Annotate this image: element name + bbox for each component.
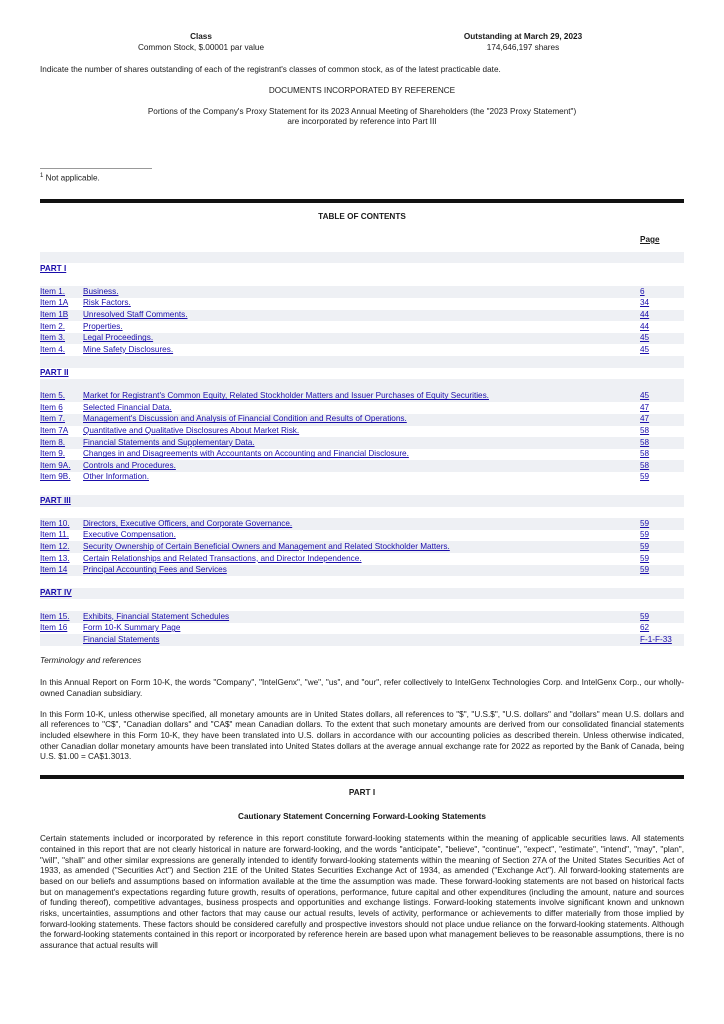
toc-spacer — [40, 484, 684, 496]
toc-item-page[interactable]: 59 — [640, 541, 650, 551]
toc-row[interactable] — [40, 310, 684, 322]
docs-heading: DOCUMENTS INCORPORATED BY REFERENCE — [268, 85, 456, 95]
toc-item-title-cell — [83, 461, 640, 472]
toc-item-page[interactable]: 45 — [640, 333, 650, 343]
toc-item-title-cell — [83, 530, 640, 541]
toc-part-4-link[interactable]: PART IV — [40, 588, 72, 598]
toc-item-number[interactable]: Item 3. — [40, 333, 66, 343]
toc-row[interactable] — [40, 472, 684, 484]
toc-item-number[interactable]: Item 12. — [40, 541, 70, 551]
toc-spacer — [40, 576, 684, 588]
toc-spacer — [40, 275, 684, 287]
docs-text-2: are incorporated by reference into Part III — [287, 117, 437, 127]
toc-item-page[interactable]: 59 — [640, 530, 650, 540]
toc-item-page[interactable]: 47 — [640, 402, 650, 412]
class-column — [40, 32, 362, 53]
toc-part-4-rows — [40, 611, 684, 646]
toc-page-header: Page — [640, 234, 660, 244]
toc-row[interactable] — [40, 414, 684, 426]
toc-item-title[interactable]: Changes in and Disagreements with Accountants on Accounting and Financial Disclosure. — [83, 449, 409, 459]
toc-item-page[interactable]: 59 — [640, 611, 650, 621]
toc-row[interactable] — [40, 449, 684, 461]
toc-item-number[interactable]: Item 13. — [40, 553, 70, 563]
toc-spacer — [40, 599, 684, 611]
toc-item-page[interactable]: 59 — [640, 553, 650, 563]
toc-part-3-rows — [40, 518, 684, 576]
toc-item-number[interactable]: Item 1. — [40, 286, 66, 296]
toc-row[interactable] — [40, 634, 684, 646]
toc-part-2-rows — [40, 391, 684, 484]
toc-item-page[interactable]: 59 — [640, 518, 650, 528]
toc-spacer — [40, 356, 684, 368]
toc-item-page[interactable]: 6 — [640, 286, 645, 296]
toc-item-page[interactable]: 59 — [640, 565, 650, 575]
toc-item-number[interactable]: Item 15. — [40, 611, 70, 621]
toc-item-page[interactable]: 62 — [640, 623, 650, 633]
toc-table — [40, 252, 684, 646]
toc-row[interactable] — [40, 298, 684, 310]
toc-part-4[interactable] — [40, 588, 684, 600]
toc-item-page[interactable]: 58 — [640, 426, 650, 436]
toc-item-title[interactable]: Executive Compensation. — [83, 530, 176, 540]
toc-item-number[interactable]: Item 6 — [40, 402, 63, 412]
outstanding-value: 174,646,197 shares — [486, 42, 560, 52]
toc-item-number[interactable]: Item 2. — [40, 321, 66, 331]
toc-item-title[interactable]: Business. — [83, 286, 119, 296]
toc-row[interactable] — [40, 391, 684, 403]
toc-item-title[interactable]: Other Information. — [83, 472, 149, 482]
toc-title: TABLE OF CONTENTS — [318, 212, 406, 222]
toc-item-number[interactable]: Item 9A. — [40, 460, 71, 470]
toc-item-number[interactable]: Item 1A — [40, 298, 69, 308]
toc-item-title[interactable]: Risk Factors. — [83, 298, 131, 308]
toc-row[interactable] — [40, 518, 684, 530]
toc-item-title[interactable]: Exhibits, Financial Statement Schedules — [83, 611, 230, 621]
toc-part-1[interactable] — [40, 263, 684, 275]
part-1-heading: PART I — [348, 788, 376, 798]
toc-part-1-rows — [40, 286, 684, 356]
toc-item-title[interactable]: Quantitative and Qualitative Disclosures About Market Risk. — [83, 426, 300, 436]
toc-item-title-cell — [83, 623, 640, 634]
toc-part-3[interactable] — [40, 495, 684, 507]
toc-item-title-cell — [83, 438, 640, 449]
toc-item-number[interactable]: Item 16 — [40, 623, 68, 633]
toc-item-title[interactable]: Controls and Procedures. — [83, 460, 176, 470]
toc-item-title[interactable]: Legal Proceedings. — [83, 333, 154, 343]
section-divider — [40, 199, 684, 203]
class-table — [40, 32, 684, 53]
toc-item-title-cell — [83, 298, 640, 309]
toc-item-number[interactable]: Item 9. — [40, 449, 66, 459]
toc-item-title[interactable]: Security Ownership of Certain Beneficial Owners and Management and Related Stockholder Matters. — [83, 541, 450, 551]
toc-item-page[interactable]: 58 — [640, 437, 650, 447]
toc-item-title-cell — [83, 322, 640, 333]
toc-item-title-cell — [83, 345, 640, 356]
toc-part-1-link[interactable]: PART I — [40, 263, 67, 273]
toc-item-title[interactable]: Principal Accounting Fees and Services — [83, 565, 227, 575]
toc-row[interactable] — [40, 460, 684, 472]
toc-item-page[interactable]: 45 — [640, 344, 650, 354]
toc-item-title[interactable]: Unresolved Staff Comments. — [83, 310, 188, 320]
toc-item-title-cell — [83, 554, 640, 565]
forward-looking-heading: Cautionary Statement Concerning Forward-Looking Statements — [238, 811, 486, 821]
toc-item-page[interactable]: 47 — [640, 414, 650, 424]
toc-item-title-cell — [83, 449, 640, 460]
toc-row[interactable] — [40, 553, 684, 565]
toc-spacer — [40, 379, 684, 391]
terminology-paragraph-1: In this Annual Report on Form 10-K, the words "Company", "IntelGenx", "we", "us", and "our", refer collectively to IntelGenx Technologies Corp. and IntelGenx Corp., our wholly-owned Canadian subsidiary. — [40, 678, 684, 699]
toc-item-title[interactable]: Selected Financial Data. — [83, 402, 172, 412]
toc-item-title-cell — [83, 391, 640, 402]
toc-item-title-cell — [83, 333, 640, 344]
toc-item-page[interactable]: 44 — [640, 321, 650, 331]
toc-item-title[interactable]: Management's Discussion and Analysis of Financial Condition and Results of Operations. — [83, 414, 407, 424]
terminology-paragraph-2: In this Form 10-K, unless otherwise specified, all monetary amounts are in United States dollars, all references to "$", "U.S.$", "U.S. dollars" and "dollars" mean U.S. dollars and all references to "C$", "Canadian dollars" and "CA$" mean Canadian dollars. To the extent that such monetary amounts are derived from our consolidated financial statements included elsewhere in this Form 10-K, they have been translated into U.S. dollars in accordance with our accounting policies as described therein. Unless otherwise indicated, other Canadian dollar monetary amounts have been translated into United States dollars at the average annual exchange rate for 2022 as reported by the Bank of Canada, being U.S. $1.00 = CA$1.3013. — [40, 709, 684, 762]
toc-item-page[interactable]: F-1-F-33 — [640, 634, 672, 644]
toc-item-title-cell — [83, 472, 640, 483]
toc-row[interactable] — [40, 623, 684, 635]
toc-item-title[interactable]: Financial Statements and Supplementary Data. — [83, 437, 255, 447]
toc-item-title-cell — [83, 310, 640, 321]
terminology-heading: Terminology and references — [40, 655, 142, 665]
toc-row[interactable] — [40, 437, 684, 449]
docs-text-1: Portions of the Company's Proxy Statement for its 2023 Annual Meeting of Shareholders (the "2023 Proxy Statement") — [147, 106, 577, 116]
footnote-mark: 1 — [40, 172, 44, 179]
indicate-text: Indicate the number of shares outstanding of each of the registrant's classes of common stock, as of the latest practicable date. — [40, 65, 501, 75]
toc-item-page[interactable]: 59 — [640, 472, 650, 482]
toc-item-title-cell — [83, 519, 640, 530]
toc-item-number[interactable]: Item 7. — [40, 414, 66, 424]
toc-item-number[interactable]: Item 4. — [40, 344, 66, 354]
toc-item-title[interactable]: Mine Safety Disclosures. — [83, 344, 174, 354]
toc-row[interactable] — [40, 402, 684, 414]
toc-item-title-cell — [83, 565, 640, 576]
toc-row[interactable] — [40, 611, 684, 623]
toc-item-title[interactable]: Properties. — [83, 321, 123, 331]
toc-item-title[interactable]: Market for Registrant's Common Equity, Related Stockholder Matters and Issuer Purchases of Equity Securities. — [83, 391, 489, 401]
toc-item-number[interactable]: Item 5. — [40, 391, 66, 401]
toc-item-title[interactable]: Form 10-K Summary Page — [83, 623, 181, 633]
class-value: Common Stock, $.00001 par value — [137, 42, 265, 52]
toc-item-title-cell — [83, 542, 640, 553]
part-1-divider — [40, 775, 684, 779]
document-page — [40, 32, 684, 952]
toc-item-number[interactable]: Item 7A — [40, 426, 69, 436]
toc-item-number[interactable]: Item 14 — [40, 565, 68, 575]
toc-item-number[interactable]: Item 11. — [40, 530, 69, 540]
toc-row[interactable] — [40, 426, 684, 438]
toc-spacer — [40, 252, 684, 264]
toc-item-number[interactable]: Item 1B — [40, 310, 69, 320]
toc-item-number[interactable]: Item 10. — [40, 518, 70, 528]
outstanding-header: Outstanding at March 29, 2023 — [463, 32, 583, 41]
toc-row[interactable] — [40, 333, 684, 345]
footnote — [40, 173, 684, 184]
toc-item-page[interactable]: 45 — [640, 391, 650, 401]
toc-item-title[interactable]: Financial Statements — [83, 634, 160, 644]
toc-item-title-cell — [83, 635, 640, 646]
toc-item-page[interactable]: 58 — [640, 460, 650, 470]
footnote-rule — [40, 168, 152, 169]
toc-row[interactable] — [40, 530, 684, 542]
toc-item-title[interactable]: Certain Relationships and Related Transactions, and Director Independence. — [83, 553, 362, 563]
toc-part-2-link[interactable]: PART II — [40, 368, 69, 378]
toc-item-title-cell — [83, 414, 640, 425]
toc-part-2[interactable] — [40, 368, 684, 380]
toc-row[interactable] — [40, 286, 684, 298]
toc-item-number[interactable]: Item 8. — [40, 437, 66, 447]
toc-item-page[interactable]: 34 — [640, 298, 650, 308]
toc-row[interactable] — [40, 565, 684, 577]
toc-part-3-link[interactable]: PART III — [40, 495, 71, 505]
footnote-text: Not applicable. — [43, 173, 100, 183]
toc-item-title-cell — [83, 403, 640, 414]
toc-row[interactable] — [40, 541, 684, 553]
toc-row[interactable] — [40, 344, 684, 356]
class-header: Class — [190, 32, 212, 41]
toc-item-title-cell — [83, 426, 640, 437]
toc-item-title-cell — [83, 612, 640, 623]
forward-looking-body: Certain statements included or incorporated by reference in this report constitute forward-looking statements within the meaning of applicable securities laws. All statements contained in this report that are not clearly historical in nature are forward-looking, and the words "anticipate", "believe", "continue", "expect", "estimate", "intend", "may", "plan", "will", "shall" and other similar expressions are generally intended to identify forward-looking statements within the meaning of Section 27A of the United States Securities Act of 1933, as amended ("Securities Act") and Section 21E of the United States Securities Exchange Act of 1934, as amended ("Exchange Act"). All forward-looking statements are based on our beliefs and assumptions based on information available at the time the assumption was made. These forward-looking statements are not based on historical facts but on management's expectations regarding future growth, results of operations, performance, future capital and other expenditures (including the amount, nature and sources of funding thereof), competitive advantages, business prospects and opportunities and exchange listings. Forward-looking statements involve significant known and unknown risks, uncertainties, assumptions and other factors that may cause our actual results, levels of activity, performance or achievements to differ materially from those implied by forward-looking statements. These factors should be considered carefully and prospective investors should not place undue reliance on the forward-looking statements. Although the forward-looking statements contained in this report or incorporated by reference herein are based upon what management believes to be reasonable assumptions, there is no assurance that actual results will — [40, 834, 684, 950]
toc-item-number[interactable]: Item 9B. — [40, 472, 71, 482]
toc-row[interactable] — [40, 321, 684, 333]
toc-item-title-cell — [83, 287, 640, 298]
toc-item-page[interactable]: 58 — [640, 449, 650, 459]
outstanding-column — [362, 32, 684, 53]
toc-spacer — [40, 507, 684, 519]
toc-item-title[interactable]: Directors, Executive Officers, and Corporate Governance. — [83, 518, 293, 528]
toc-item-page[interactable]: 44 — [640, 310, 650, 320]
